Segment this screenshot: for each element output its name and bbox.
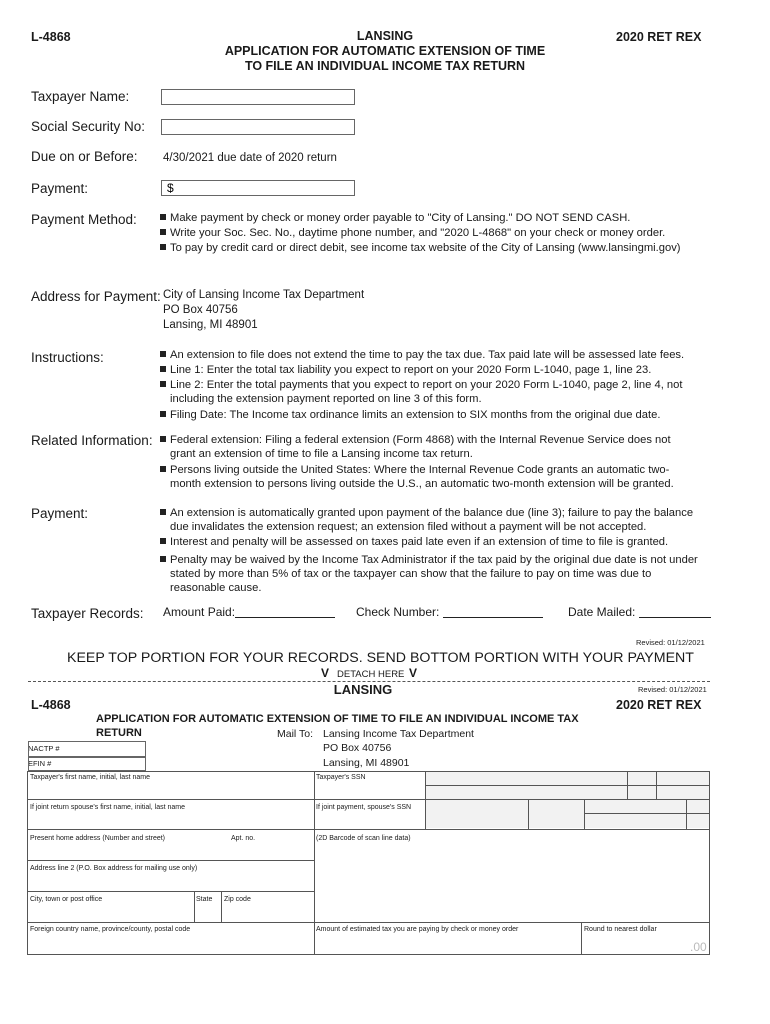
voucher-city: LANSING: [333, 682, 393, 697]
grid-line: [314, 771, 315, 955]
grid-line: [27, 799, 710, 800]
voucher-revised: Revised: 01/12/2021: [638, 685, 707, 694]
bullet-icon: [160, 229, 166, 235]
grid-line: [584, 799, 585, 829]
due-date-value: 4/30/2021 due date of 2020 return: [163, 152, 337, 164]
payment-method-item-3: To pay by credit card or direct debit, see income tax website of the City of Lansing (www.lansingmi.gov): [160, 241, 681, 255]
cell-cents: .00: [690, 940, 707, 954]
bullet-icon: [160, 556, 166, 562]
form-id: L-4868: [31, 30, 71, 44]
bullet-icon: [160, 436, 166, 442]
city-title: LANSING: [356, 29, 414, 43]
detach-right-v: V: [409, 666, 418, 680]
check-number-field: Check Number:: [356, 605, 543, 619]
voucher-title-line2: RETURN: [96, 727, 142, 739]
bullet-icon: [160, 538, 166, 544]
bullet-icon: [160, 509, 166, 515]
grid-line: [194, 891, 195, 922]
efin-box[interactable]: [28, 757, 146, 771]
related-bullet-1: Federal extension: Filing a federal extension (Form 4868) with the Internal Revenue Service does not grant an extension of time to file a Lansing income tax return.: [160, 433, 671, 461]
cell-amount[interactable]: Amount of estimated tax you are paying by check or money order: [316, 926, 519, 933]
cell-round-note: Round to nearest dollar: [584, 926, 657, 933]
cell-spouse-name[interactable]: If joint return spouse's first name, initial, last name: [30, 804, 186, 811]
check-number-line[interactable]: [443, 606, 543, 618]
cell-home-address[interactable]: Present home address (Number and street): [30, 835, 166, 842]
mail-to-line2: PO Box 40756: [323, 742, 392, 754]
address-line2: PO Box 40756: [163, 304, 238, 316]
instruction-bullet-4: Filing Date: The Income tax ordinance limits an extension to SIX months from the original due date.: [160, 408, 660, 422]
instruction-bullet-1: An extension to file does not extend the time to pay the tax due. Tax paid late will be assessed late fees.: [160, 348, 684, 362]
grid-line: [27, 829, 710, 830]
cell-zip[interactable]: Zip code: [224, 896, 251, 903]
grid-line: [425, 771, 426, 829]
cell-barcode: (2D Barcode of scan line data): [316, 835, 411, 842]
instructions-label: Instructions:: [31, 350, 104, 365]
grid-line: [528, 799, 529, 829]
ssn-input[interactable]: [161, 119, 355, 135]
amount-paid-field: Amount Paid:: [163, 605, 335, 619]
cell-state[interactable]: State: [196, 896, 213, 903]
bullet-icon: [160, 244, 166, 250]
grid-line: [27, 860, 315, 861]
cell-address-line2[interactable]: Address line 2 (P.O. Box address for mailing use only): [30, 865, 198, 872]
grid-line: [581, 922, 582, 955]
payment-method-label: Payment Method:: [31, 212, 137, 227]
detach-here-text: DETACH HERE: [337, 669, 405, 680]
mail-to-label: Mail To:: [277, 728, 313, 740]
taxpayer-name-label: Taxpayer Name:: [31, 89, 130, 104]
payment-method-item-1: Make payment by check or money order payable to "City of Lansing." DO NOT SEND CASH.: [160, 211, 630, 225]
address-line3: Lansing, MI 48901: [163, 319, 258, 331]
payment-bullet-1: An extension is automatically granted upon payment of the balance due (line 3); failure to pay the balance due invalidates the extension request; an extension filed without a payment will be not accepted.: [160, 506, 693, 534]
grid-line: [686, 799, 687, 829]
cell-spouse-ssn[interactable]: If joint payment, spouse's SSN: [316, 804, 412, 811]
payment-input[interactable]: [161, 180, 355, 196]
mail-to-line1: Lansing Income Tax Department: [323, 728, 474, 740]
bullet-icon: [160, 214, 166, 220]
payment-bullet-2: Interest and penalty will be assessed on taxes paid late even if an extension of time to file is granted.: [160, 535, 668, 549]
grid-line: [27, 922, 710, 923]
amount-paid-line[interactable]: [235, 606, 335, 618]
date-mailed-line[interactable]: [639, 606, 711, 618]
keep-top-notice: KEEP TOP PORTION FOR YOUR RECORDS. SEND BOTTOM PORTION WITH YOUR PAYMENT: [67, 650, 694, 666]
grid-line: [221, 891, 222, 922]
cell-city[interactable]: City, town or post office: [30, 896, 103, 903]
bullet-icon: [160, 381, 166, 387]
bullet-icon: [160, 366, 166, 372]
grid-line: [425, 785, 710, 786]
ssn-shaded-area: [425, 772, 709, 828]
bullet-icon: [160, 351, 166, 357]
efin-label: EFIN #: [28, 759, 52, 768]
cell-taxpayer-name[interactable]: Taxpayer's first name, initial, last name: [30, 774, 150, 781]
voucher-form-id: L-4868: [31, 698, 71, 712]
payment-method-item-2: Write your Soc. Sec. No., daytime phone number, and "2020 L-4868" on your check or money order.: [160, 226, 665, 240]
payment-bullet-3: Penalty may be waived by the Income Tax Administrator if the tax paid by the original due date is not under stated by more than 5% of tax or the taxpayer can show that the failure to pay on time was due to reasonable cause.: [160, 553, 698, 596]
nactp-label: NACTP #: [28, 744, 60, 753]
payment-info-label: Payment:: [31, 506, 89, 521]
date-mailed-field: Date Mailed:: [568, 605, 711, 619]
cell-taxpayer-ssn[interactable]: Taxpayer's SSN: [316, 774, 366, 781]
detach-left-v: V: [321, 666, 330, 680]
bullet-icon: [160, 466, 166, 472]
bullet-icon: [160, 411, 166, 417]
cell-apt-no[interactable]: Apt. no.: [231, 835, 256, 842]
ssn-label: Social Security No:: [31, 119, 146, 134]
grid-line: [27, 891, 315, 892]
nactp-box[interactable]: [28, 741, 146, 757]
due-date-label: Due on or Before:: [31, 149, 138, 164]
taxpayer-name-input[interactable]: [161, 89, 355, 105]
voucher-title-line1: APPLICATION FOR AUTOMATIC EXTENSION OF TIME TO FILE AN INDIVIDUAL INCOME TAX: [96, 713, 579, 725]
mail-to-line3: Lansing, MI 48901: [323, 757, 410, 769]
year-tag: 2020 RET REX: [616, 30, 702, 44]
related-bullet-2: Persons living outside the United States: Where the Internal Revenue Code grants an automatic two- month extension to persons living outside the U.S., an automatic two-month extension will be granted.: [160, 463, 674, 491]
revised-date-top: Revised: 01/12/2021: [636, 638, 705, 647]
form-title-line1: APPLICATION FOR AUTOMATIC EXTENSION OF TIME: [224, 44, 546, 58]
payment-label: Payment:: [31, 181, 89, 196]
records-label: Taxpayer Records:: [31, 606, 144, 621]
form-title-line2: TO FILE AN INDIVIDUAL INCOME TAX RETURN: [244, 59, 526, 73]
related-info-label: Related Information:: [31, 433, 153, 448]
cell-foreign-address[interactable]: Foreign country name, province/county, postal code: [30, 926, 191, 933]
grid-line: [584, 813, 710, 814]
instruction-bullet-3: Line 2: Enter the total payments that you expect to report on your 2020 Form L-1040, page 2, line 4, not including the extension payment reported on line 3 of this form.: [160, 378, 682, 406]
voucher-year-tag: 2020 RET REX: [616, 698, 702, 712]
address-line1: City of Lansing Income Tax Department: [163, 289, 365, 301]
address-label: Address for Payment:: [31, 289, 161, 304]
instruction-bullet-2: Line 1: Enter the total tax liability you expect to report on your 2020 Form L-1040, page 1, line 23.: [160, 363, 651, 377]
